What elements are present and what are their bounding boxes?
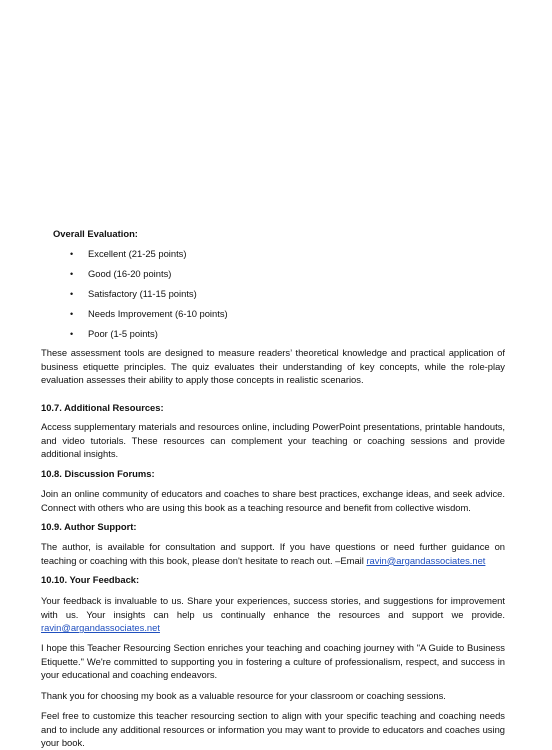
author-support-heading: 10.9. Author Support:	[41, 521, 137, 532]
discussion-forums-text: Join an online community of educators and coaches to share best practices, exchange ideas, and seek advice. Connect with others who are using this book as a teaching resource and benefit from collective wisdom.	[41, 488, 505, 513]
list-item: • Good (16-20 points)	[70, 267, 228, 287]
discussion-forums-heading: 10.8. Discussion Forums:	[41, 468, 155, 479]
author-email-link[interactable]: ravin@argandassociates.net	[366, 554, 486, 566]
your-feedback-text	[41, 594, 505, 635]
overall-evaluation-heading: Overall Evaluation:	[53, 228, 138, 239]
list-item: • Excellent (21-25 points)	[70, 247, 228, 267]
additional-resources-heading: 10.7. Additional Resources:	[41, 402, 164, 413]
evaluation-list	[70, 247, 228, 347]
list-item: • Satisfactory (11-15 points)	[70, 287, 228, 307]
closing-paragraph-1: I hope this Teacher Resourcing Section enriches your teaching and coaching journey with "A Guide to Business Etiquette." We're committed to supporting you in fostering a culture of professionalism, respect, and success in your educational and coaching endeavors.	[41, 642, 505, 681]
closing-paragraph-2: Thank you for choosing my book as a valuable resource for your classroom or coaching sessions.	[41, 690, 446, 701]
your-feedback-heading: 10.10. Your Feedback:	[41, 574, 140, 585]
list-item: • Needs Improvement (6-10 points)	[70, 307, 228, 327]
additional-resources-text: Access supplementary materials and resources online, including PowerPoint presentations, printable handouts, and video tutorials. These resources can complement your teaching or coaching sessions and provide additional insights.	[41, 421, 505, 460]
your-feedback-body: Your feedback is invaluable to us. Share your experiences, success stories, and suggestions for improvement with us. Your insights can help us continually enhance the resources and support we provide.	[41, 595, 505, 620]
author-support-text	[41, 540, 505, 567]
author-support-body: The author, is available for consultation and support. If you have questions or need further guidance on teaching or coaching with this book, please don't hesitate to reach out. –Email	[41, 541, 505, 566]
list-item: • Poor (1-5 points)	[70, 327, 228, 347]
feedback-email-link[interactable]: ravin@argandassociates.net	[41, 622, 160, 634]
assessment-paragraph: These assessment tools are designed to measure readers’ theoretical knowledge and practical application of business etiquette principles. The quiz evaluates their understanding of key concepts, while the role-play evaluation assesses their ability to apply those concepts in realistic scenarios.	[41, 347, 505, 386]
closing-paragraph-3: Feel free to customize this teacher resourcing section to align with your specific teaching and coaching needs and to include any additional resources or information you may want to provide to educators and coaches using your book.	[41, 710, 505, 749]
